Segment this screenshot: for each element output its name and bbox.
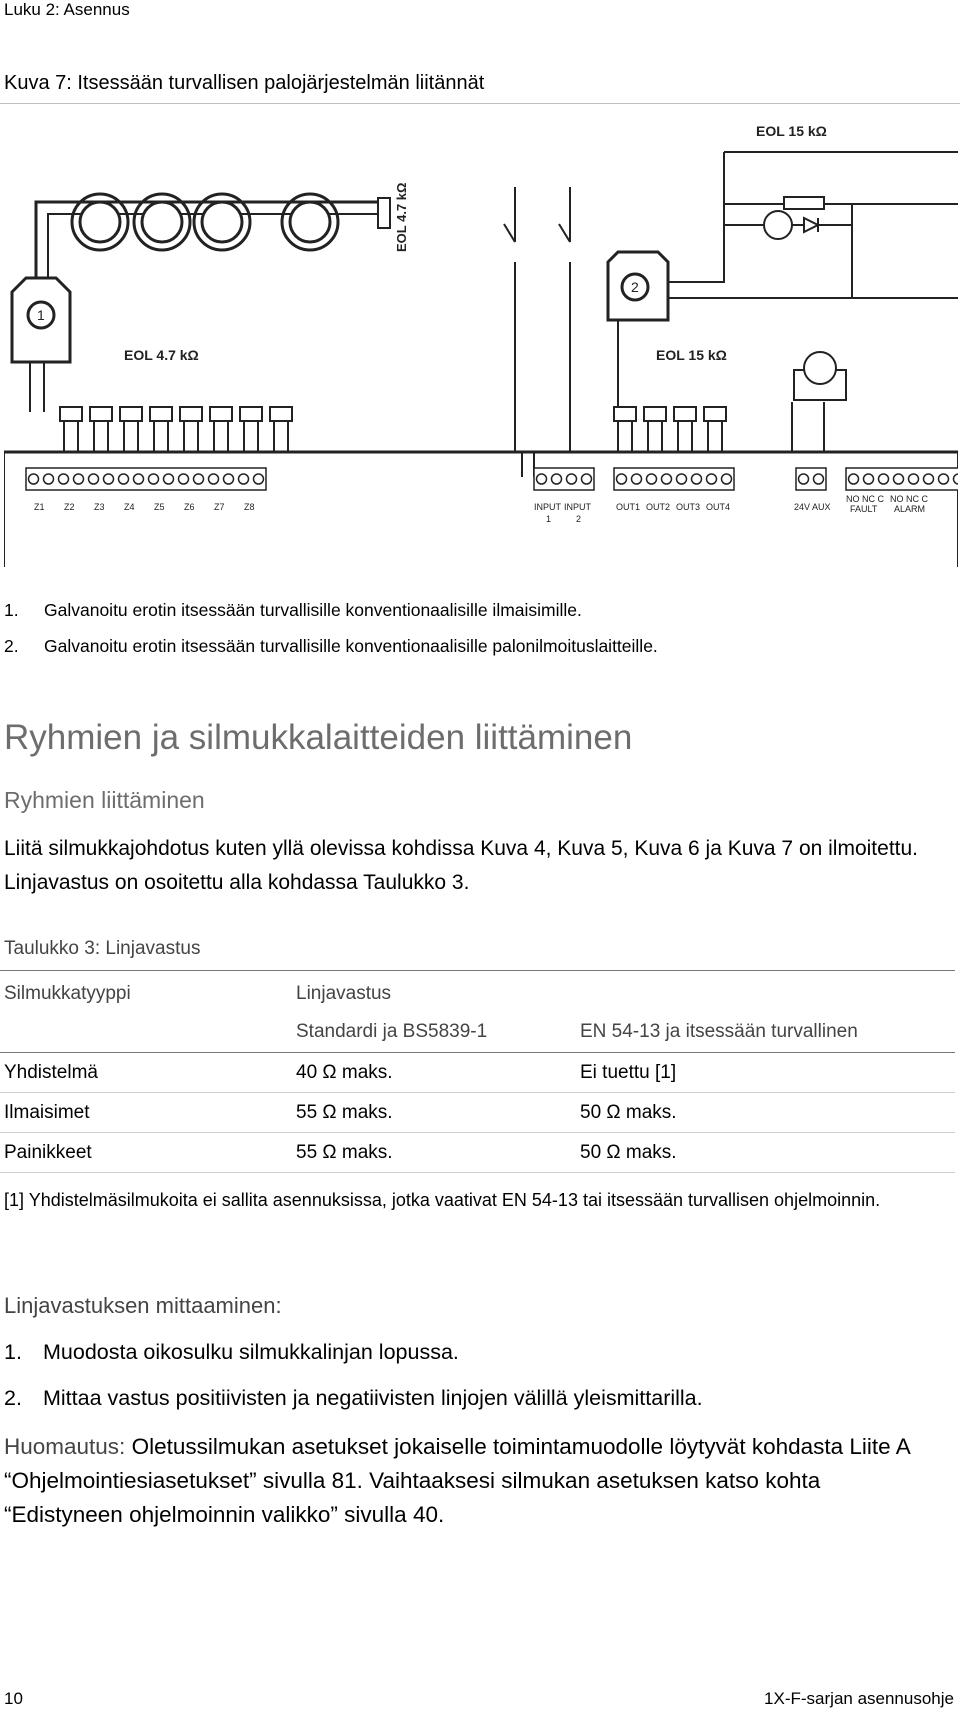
- terminal-screw: [134, 474, 144, 484]
- running-header: Luku 2: Asennus: [4, 0, 130, 19]
- output-terminal-label: OUT3: [676, 502, 701, 512]
- terminal-screw: [254, 474, 264, 484]
- alarm-terminal-label: ALARM: [894, 504, 926, 514]
- eol-resistor-plug: [240, 407, 262, 421]
- terminal-screw: [149, 474, 159, 484]
- note-paragraph: [4, 1430, 939, 1532]
- terminal-screw: [224, 474, 234, 484]
- note-label: Huomautus:: [4, 1434, 126, 1459]
- table-caption: Taulukko 3: Linjavastus: [4, 938, 201, 959]
- output-terminal-label: OUT1: [616, 502, 641, 512]
- terminal-screw: [707, 474, 717, 484]
- terminal-screw: [164, 474, 174, 484]
- body-paragraph: Liitä silmukkajohdotus kuten yllä olevissa kohdissa Kuva 4, Kuva 5, Kuva 6 ja Kuva 7 on ilmoitettu. Linjavastus on osoitettu alla kohdassa Taulukko 3.: [4, 837, 919, 894]
- fault-terminal-label: FAULT: [850, 504, 878, 514]
- document-title: 1X-F-sarjan asennusohje: [764, 1689, 954, 1708]
- eol-resistor-plug: [704, 407, 726, 421]
- terminal-screw: [59, 474, 69, 484]
- procedure-step: 1. Muodosta oikosulku silmukkalinjan lopussa.: [4, 1340, 459, 1364]
- eol-top-right-label: EOL 15 kΩ: [756, 123, 827, 139]
- figure-title: Kuva 7: Itsessään turvallisen palojärjestelmän liitännät: [4, 72, 485, 94]
- table-cell-type: Ilmaisimet: [4, 1102, 90, 1123]
- plug-lead: [214, 421, 228, 452]
- eol-resistor-plug: [180, 407, 202, 421]
- terminal-screw: [552, 474, 562, 484]
- eol-vertical-label: EOL 4.7 kΩ: [394, 182, 409, 252]
- plug-lead: [678, 421, 692, 452]
- table-top-rule: [0, 970, 955, 971]
- relay-contact-label: NO NC C: [890, 494, 928, 504]
- plug-lead: [618, 421, 632, 452]
- terminal-screw: [924, 474, 934, 484]
- barrier-2-number: 2: [631, 279, 639, 295]
- terminal-screw: [939, 474, 949, 484]
- terminal-screw: [104, 474, 114, 484]
- table-cell-std: 55 Ω maks.: [296, 1102, 393, 1123]
- table-bottom-rule: [0, 1172, 955, 1173]
- table-footnote: [1] Yhdistelmäsilmukoita ei sallita asennuksissa, jotka vaativat EN 54-13 tai itsessään turvallisen ohjelmoinnin.: [4, 1190, 881, 1210]
- plug-lead: [64, 421, 78, 452]
- terminal-screw: [632, 474, 642, 484]
- terminal-screw: [677, 474, 687, 484]
- eol-resistor-plug: [644, 407, 666, 421]
- terminal-screw: [647, 474, 657, 484]
- eol-resistor-plug: [150, 407, 172, 421]
- table-cell-type: Yhdistelmä: [4, 1062, 98, 1083]
- output-terminal-label: OUT2: [646, 502, 671, 512]
- terminal-screw: [239, 474, 249, 484]
- terminal-screw: [894, 474, 904, 484]
- eol-resistor-plug: [614, 407, 636, 421]
- zone-terminal-label: Z5: [154, 502, 165, 512]
- eol-resistor-plug: [90, 407, 112, 421]
- plug-lead: [648, 421, 662, 452]
- header-loop-type: Silmukkatyyppi: [4, 983, 131, 1004]
- table-header-rule: [0, 1052, 955, 1053]
- terminal-screw: [799, 474, 809, 484]
- terminal-screw: [194, 474, 204, 484]
- barrier-1-number: 1: [37, 307, 45, 323]
- output-terminal-label: OUT4: [706, 502, 731, 512]
- plug-lead: [274, 421, 288, 452]
- zone-terminal-label: Z3: [94, 502, 105, 512]
- procedure-heading: Linjavastuksen mittaaminen:: [4, 1293, 282, 1318]
- table-cell-en: 50 Ω maks.: [580, 1102, 677, 1123]
- input-terminal-label: INPUT: [534, 502, 561, 512]
- legend-item: 1. Galvanoitu erotin itsessään turvallisille konventionaalisille ilmaisimille.: [4, 600, 582, 620]
- table-cell-en: Ei tuettu [1]: [580, 1062, 677, 1083]
- terminal-screw: [119, 474, 129, 484]
- zone-terminal-label: Z1: [34, 502, 45, 512]
- input-terminal-number: 2: [576, 514, 582, 524]
- terminal-screw: [179, 474, 189, 484]
- eol-resistor-plug: [60, 407, 82, 421]
- plug-lead: [708, 421, 722, 452]
- terminal-screw: [662, 474, 672, 484]
- header-line-resistance: Linjavastus: [296, 983, 392, 1004]
- terminal-screw: [617, 474, 627, 484]
- terminal-screw: [722, 474, 732, 484]
- table-cell-std: 40 Ω maks.: [296, 1062, 393, 1083]
- zone-terminal-label: Z8: [244, 502, 255, 512]
- terminal-screw: [909, 474, 919, 484]
- aux-terminal-label: 24V AUX: [794, 502, 831, 512]
- zone-terminal-label: Z7: [214, 502, 225, 512]
- terminal-screw: [29, 474, 39, 484]
- terminal-screw: [954, 474, 959, 484]
- note-text: Oletussilmukan asetukset jokaiselle toimintamuodolle löytyvät kohdasta Liite A “Ohjelmointiesiasetukset” sivulla 81. Vaihtaaksesi silmukan asetuksen katso kohta “Edistyneen ohjelmoinnin valikko” sivulla 40.: [4, 1434, 910, 1527]
- legend-item: 2. Galvanoitu erotin itsessään turvallisille konventionaalisille palonilmoituslaitteille.: [4, 636, 658, 656]
- terminal-screw: [814, 474, 824, 484]
- table-row-rule: [0, 1132, 955, 1133]
- plug-lead: [124, 421, 138, 452]
- relay-contact-label: NO NC C: [846, 494, 884, 504]
- zone-terminal-label: Z6: [184, 502, 195, 512]
- terminal-screw: [89, 474, 99, 484]
- wiring-diagram: [4, 112, 958, 572]
- terminal-screw: [74, 474, 84, 484]
- terminal-screw: [582, 474, 592, 484]
- procedure-step: 2. Mittaa vastus positiivisten ja negatiivisten linjojen välillä yleismittarilla.: [4, 1386, 703, 1410]
- terminal-screw: [44, 474, 54, 484]
- eol-left-label: EOL 4.7 kΩ: [124, 347, 199, 363]
- terminal-screw: [692, 474, 702, 484]
- eol-resistor-plug: [674, 407, 696, 421]
- terminal-screw: [864, 474, 874, 484]
- terminal-screw: [537, 474, 547, 484]
- eol-resistor-plug: [210, 407, 232, 421]
- eol-right-label: EOL 15 kΩ: [656, 347, 727, 363]
- table-row-rule: [0, 1092, 955, 1093]
- subsection-heading: Ryhmien liittäminen: [4, 787, 205, 813]
- table-cell-type: Painikkeet: [4, 1142, 92, 1163]
- eol-resistor-plug: [120, 407, 142, 421]
- plug-lead: [184, 421, 198, 452]
- terminal-screw: [879, 474, 889, 484]
- table-cell-en: 50 Ω maks.: [580, 1142, 677, 1163]
- input-terminal-number: 1: [546, 514, 552, 524]
- zone-terminal-label: Z2: [64, 502, 75, 512]
- zone-terminal-label: Z4: [124, 502, 135, 512]
- plug-lead: [244, 421, 258, 452]
- terminal-screw: [849, 474, 859, 484]
- plug-lead: [94, 421, 108, 452]
- input-terminal-label: INPUT: [564, 502, 591, 512]
- page-number: 10: [4, 1689, 23, 1708]
- table-cell-std: 55 Ω maks.: [296, 1142, 393, 1163]
- header-standard: Standardi ja BS5839-1: [296, 1021, 488, 1042]
- terminal-screw: [209, 474, 219, 484]
- eol-resistor-plug: [270, 407, 292, 421]
- figure-title-rule: [0, 103, 960, 104]
- plug-lead: [154, 421, 168, 452]
- terminal-screw: [567, 474, 577, 484]
- header-en5413: EN 54-13 ja itsessään turvallinen: [580, 1021, 858, 1042]
- section-heading: Ryhmien ja silmukkalaitteiden liittäminen: [4, 718, 633, 757]
